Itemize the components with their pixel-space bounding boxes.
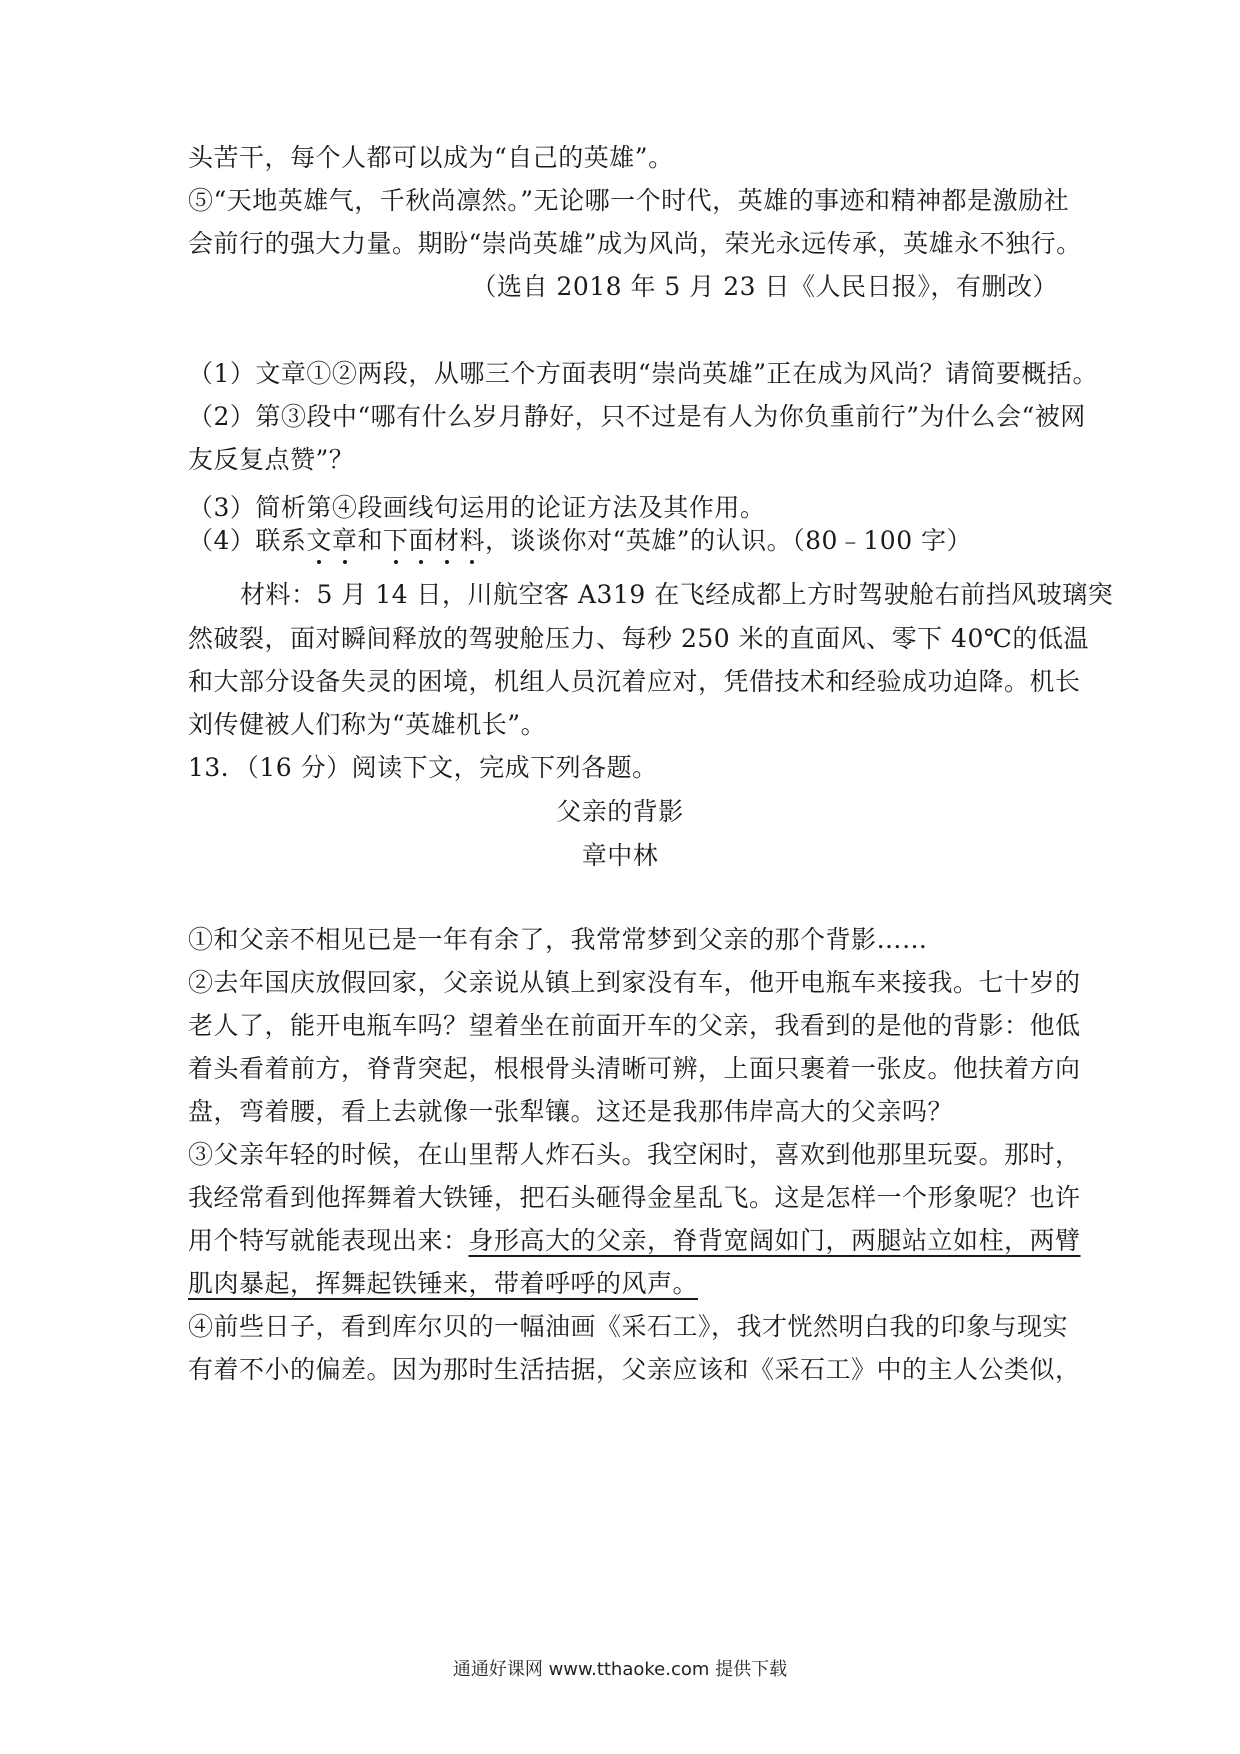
paragraph-4: 有着不小的偏差。因为那时生活拮据，父亲应该和《采石工》中的主人公类似，: [188, 1355, 1081, 1384]
paragraph-2: 盘，弯着腰，看上去就像一张犁镶。这还是我那伟岸高大的父亲吗？: [188, 1097, 954, 1126]
emphasis-char: 文: [306, 526, 332, 555]
emphasis-char: 章: [331, 526, 358, 555]
text-line: 头苦干，每个人都可以成为“自己的英雄”。: [188, 143, 674, 172]
emphasis-char: 材: [433, 526, 460, 555]
material-line: 刘传健被人们称为“英雄机长”。: [188, 710, 547, 739]
text-line: ⑤“天地英雄气，千秋尚凛然。”无论哪一个时代，英雄的事迹和精神都是激励社: [188, 186, 1070, 215]
emphasis-char: 下: [382, 526, 409, 555]
emphasis-char: 料: [459, 526, 486, 555]
material-line: 和大部分设备失灵的困境，机组人员沉着应对，凭借技术和经验成功迫降。机长: [188, 667, 1081, 696]
paragraph-4: ④前些日子，看到库尔贝的一幅油画《采石工》，我才恍然明白我的印象与现实: [188, 1312, 1069, 1341]
paragraph-2: 老人了，能开电瓶车吗？望着坐在前面开车的父亲，我看到的是他的背影：他低: [188, 1011, 1081, 1040]
q4-text: 和: [357, 526, 383, 555]
paragraph-3: [188, 1223, 1081, 1259]
q4-text: （4）联系: [188, 526, 307, 555]
question-2-cont: 友反复点赞”？: [188, 445, 355, 474]
paragraph-3: 我经常看到他挥舞着大铁锤，把石头砸得金星乱飞。这是怎样一个形象呢？也许: [188, 1183, 1081, 1212]
footer-watermark: 通通好课网 www.tthaoke.com 提供下载: [452, 1659, 788, 1680]
underlined-sentence: 肌肉暴起，挥舞起铁锤来，带着呼呼的风声。: [188, 1269, 699, 1298]
q4-text: ，谈谈你对“英雄”的认识。（80﹣100 字）: [485, 526, 973, 555]
question-4: [188, 523, 1058, 559]
text-line: 会前行的强大力量。期盼“崇尚英雄”成为风尚，荣光永远传承，英雄永不独行。: [188, 229, 1082, 258]
paragraph-3: [188, 1266, 1058, 1302]
paragraph-3: ③父亲年轻的时候，在山里帮人炸石头。我空闲时，喜欢到他那里玩耍。那时，: [188, 1140, 1081, 1169]
paragraph-2: ②去年国庆放假回家，父亲说从镇上到家没有车，他开电瓶车来接我。七十岁的: [188, 968, 1081, 997]
material-line: 然破裂，面对瞬间释放的驾驶舱压力、每秒 250 米的直面风、零下 40℃的低温: [188, 624, 1089, 653]
paragraph-1: ①和父亲不相见已是一年有余了，我常常梦到父亲的那个背影……: [188, 925, 928, 954]
source-citation: （选自 2018 年 5 月 23 日《人民日报》，有删改）: [471, 272, 1058, 301]
material-line: 材料：5 月 14 日，川航空客 A319 在飞经成都上方时驾驶舱右前挡风玻璃突: [240, 580, 1114, 609]
question-2: （2）第③段中“哪有什么岁月静好，只不过是有人为你负重前行”为什么会“被网: [188, 402, 1086, 431]
underlined-sentence: 身形高大的父亲，脊背宽阔如门，两腿站立如柱，两臂: [468, 1226, 1081, 1255]
paragraph-2: 着头看着前方，脊背突起，根根骨头清晰可辨，上面只裹着一张皮。他扶着方向: [188, 1054, 1081, 1083]
article-author: 章中林: [581, 841, 659, 870]
question-13-heading: 13．（16 分）阅读下文，完成下列各题。: [188, 753, 658, 782]
paragraph-text: 用个特写就能表现出来：: [188, 1226, 469, 1255]
question-3: （3）简析第④段画线句运用的论证方法及其作用。: [188, 493, 766, 522]
emphasis-char: 面: [408, 526, 434, 555]
question-1: （1）文章①②两段，从哪三个方面表明“崇尚英雄”正在成为风尚？请简要概括。: [188, 359, 1098, 388]
article-title: 父亲的背影: [556, 797, 684, 826]
